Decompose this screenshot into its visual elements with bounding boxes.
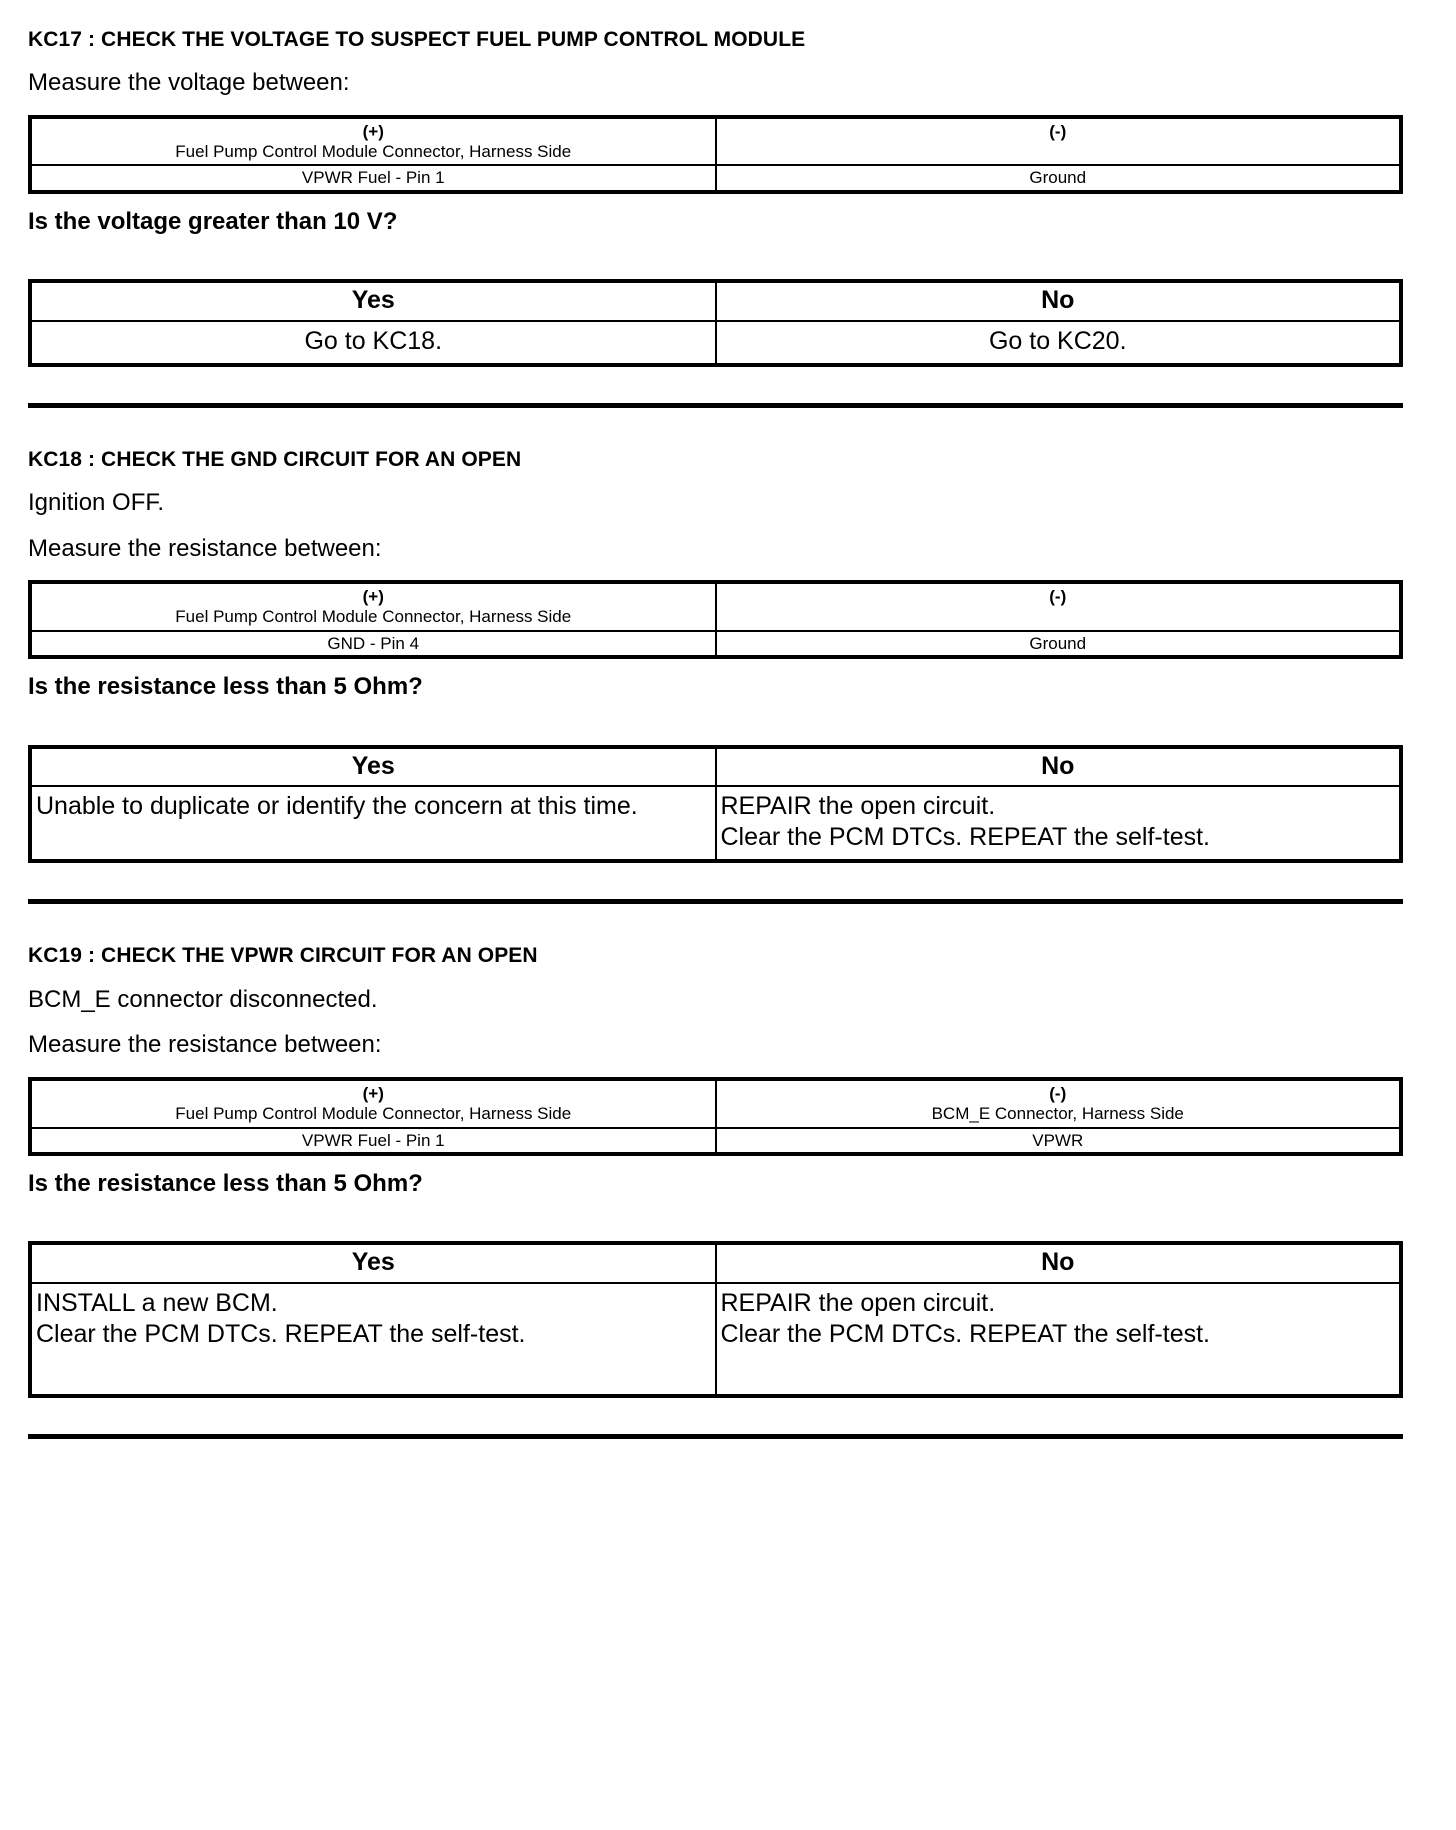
yes-answer-cell bbox=[30, 321, 716, 365]
table-row bbox=[30, 281, 1401, 320]
section-divider bbox=[28, 1434, 1403, 1439]
step-kc18 bbox=[28, 448, 1428, 864]
positive-header-cell bbox=[30, 117, 716, 166]
negative-header-cell bbox=[716, 117, 1402, 166]
answer-table bbox=[28, 279, 1403, 367]
negative-header-text bbox=[721, 142, 1396, 162]
no-answer-line: Clear the PCM DTCs. REPEAT the self-test. bbox=[720, 823, 1210, 852]
positive-header-text: Fuel Pump Control Module Connector, Harness Side bbox=[175, 1104, 572, 1124]
positive-value-cell: VPWR Fuel - Pin 1 bbox=[30, 1128, 716, 1154]
step-title: KC17 : CHECK THE VOLTAGE TO SUSPECT FUEL PUMP CONTROL MODULE bbox=[28, 28, 806, 51]
spacer bbox=[28, 253, 1428, 279]
positive-header-text: Fuel Pump Control Module Connector, Harness Side bbox=[175, 607, 572, 627]
yes-answer-line: Go to KC18. bbox=[304, 326, 443, 355]
negative-value-cell: VPWR bbox=[716, 1128, 1402, 1154]
negative-header-text bbox=[721, 607, 1396, 627]
negative-symbol: (-) bbox=[1049, 121, 1067, 141]
table-row bbox=[30, 582, 1401, 631]
negative-symbol: (-) bbox=[1049, 587, 1067, 607]
section-divider bbox=[28, 899, 1403, 904]
no-answer-line: REPAIR the open circuit. bbox=[720, 791, 996, 820]
measurement-table bbox=[28, 580, 1403, 659]
yes-header: Yes bbox=[30, 281, 716, 320]
measurement-table bbox=[28, 115, 1403, 194]
step-question: Is the voltage greater than 10 V? bbox=[28, 207, 398, 235]
table-row bbox=[30, 117, 1401, 166]
table-row bbox=[30, 747, 1401, 786]
table-row bbox=[30, 165, 1401, 191]
yes-answer-line: INSTALL a new BCM. bbox=[36, 1288, 278, 1317]
yes-answer-cell bbox=[30, 786, 716, 862]
negative-header-text: BCM_E Connector, Harness Side bbox=[931, 1104, 1184, 1124]
no-header: No bbox=[716, 1243, 1402, 1282]
yes-answer-cell bbox=[30, 1283, 716, 1396]
negative-value-cell: Ground bbox=[716, 165, 1402, 191]
table-row bbox=[30, 786, 1401, 862]
negative-header-cell bbox=[716, 1079, 1402, 1128]
step-kc19 bbox=[28, 944, 1428, 1397]
spacer bbox=[28, 719, 1428, 745]
answer-table bbox=[28, 745, 1403, 864]
step-question: Is the resistance less than 5 Ohm? bbox=[28, 1169, 423, 1197]
yes-header: Yes bbox=[30, 747, 716, 786]
table-row bbox=[30, 1243, 1401, 1282]
negative-symbol: (-) bbox=[1049, 1083, 1067, 1103]
spacer bbox=[28, 1215, 1428, 1241]
positive-value-cell: GND - Pin 4 bbox=[30, 631, 716, 657]
negative-value-cell: Ground bbox=[716, 631, 1402, 657]
step-title: KC19 : CHECK THE VPWR CIRCUIT FOR AN OPEN bbox=[28, 944, 538, 968]
section-divider bbox=[28, 403, 1403, 408]
positive-header-text: Fuel Pump Control Module Connector, Harness Side bbox=[175, 142, 572, 162]
yes-answer-line: Clear the PCM DTCs. REPEAT the self-test. bbox=[36, 1319, 526, 1348]
no-answer-line: Clear the PCM DTCs. REPEAT the self-test. bbox=[720, 1319, 1210, 1348]
no-answer-line: Go to KC20. bbox=[988, 326, 1127, 355]
step-title: KC18 : CHECK THE GND CIRCUIT FOR AN OPEN bbox=[28, 447, 522, 471]
table-row bbox=[30, 321, 1401, 365]
step-instruction: Ignition OFF. bbox=[28, 488, 165, 516]
table-row bbox=[30, 631, 1401, 657]
step-instruction: Measure the voltage between: bbox=[28, 69, 350, 97]
positive-symbol: (+) bbox=[362, 121, 384, 141]
no-answer-cell bbox=[716, 1283, 1402, 1396]
step-instruction: BCM_E connector disconnected. bbox=[28, 985, 378, 1013]
table-row bbox=[30, 1283, 1401, 1396]
yes-header: Yes bbox=[30, 1243, 716, 1282]
no-answer-line: REPAIR the open circuit. bbox=[720, 1288, 996, 1317]
positive-header-cell bbox=[30, 1079, 716, 1128]
no-header: No bbox=[716, 281, 1402, 320]
step-instruction: Measure the resistance between: bbox=[28, 534, 382, 562]
no-answer-cell bbox=[716, 786, 1402, 862]
positive-header-cell bbox=[30, 582, 716, 631]
table-row bbox=[30, 1079, 1401, 1128]
no-answer-cell bbox=[716, 321, 1402, 365]
positive-symbol: (+) bbox=[362, 587, 384, 607]
positive-value-cell: VPWR Fuel - Pin 1 bbox=[30, 165, 716, 191]
table-row bbox=[30, 1128, 1401, 1154]
negative-header-cell bbox=[716, 582, 1402, 631]
step-instruction: Measure the resistance between: bbox=[28, 1031, 382, 1059]
measurement-table bbox=[28, 1077, 1403, 1156]
no-header: No bbox=[716, 747, 1402, 786]
yes-answer-line: Unable to duplicate or identify the concern at this time. bbox=[36, 791, 638, 820]
step-kc17 bbox=[28, 28, 1428, 367]
positive-symbol: (+) bbox=[362, 1083, 384, 1103]
step-question: Is the resistance less than 5 Ohm? bbox=[28, 673, 423, 701]
answer-table bbox=[28, 1241, 1403, 1397]
